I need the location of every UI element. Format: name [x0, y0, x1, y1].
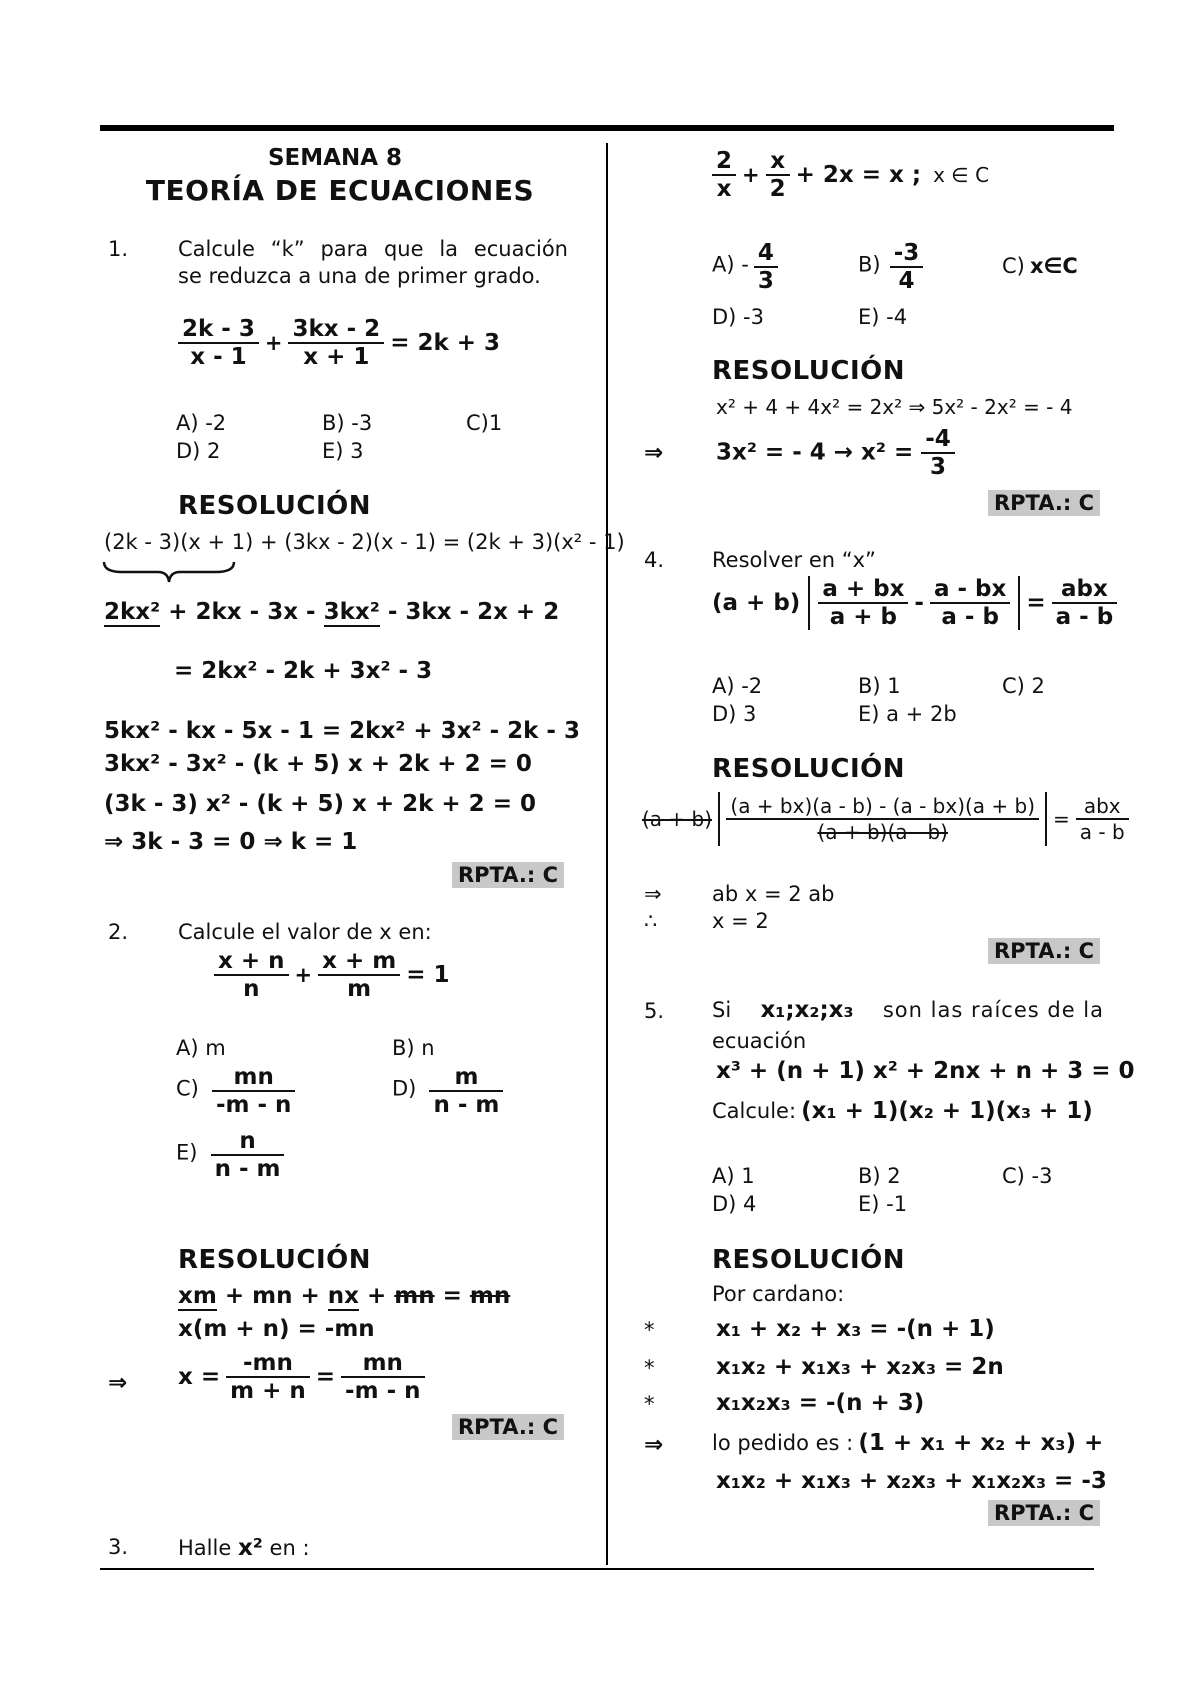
p1-res-line-3: = 2kx² - 2k + 3x² - 3 — [174, 658, 433, 684]
p1-option-d: D) 2 — [176, 439, 221, 463]
p2-e-den: n - m — [214, 1156, 281, 1182]
p5-text-rest: son las raíces de la — [882, 998, 1104, 1022]
problem-2-text: Calcule el valor de x en: — [178, 920, 432, 944]
p4-res-rd: a - b — [1079, 820, 1125, 844]
p2-res-3-n2: mn — [341, 1350, 424, 1378]
p5-option-e: E) -1 — [858, 1192, 908, 1216]
p5-calcule-expr: (x₁ + 1)(x₂ + 1)(x₃ + 1) — [801, 1098, 1093, 1124]
p1-res-line-5: 3kx² - 3x² - (k + 5) x + 2k + 2 = 0 — [104, 751, 532, 777]
p5-res-star-3: * — [644, 1392, 655, 1416]
p1-option-a: A) -2 — [176, 411, 227, 435]
p3-res-arrow: ⇒ — [644, 440, 664, 466]
p1-res-line-2a: 2kx² — [104, 599, 161, 625]
p5-option-c: C) -3 — [1002, 1164, 1053, 1188]
p5-resolucion-heading: RESOLUCIÓN — [712, 1245, 905, 1275]
p2-option-c — [176, 1064, 295, 1118]
p5-calcule-label: Calcule: — [712, 1099, 797, 1123]
p2-option-e — [176, 1128, 284, 1182]
eq4-pre: (a + b) — [712, 590, 801, 616]
problem-1-equation — [178, 316, 506, 370]
p5-res-star-1: * — [644, 1318, 655, 1342]
bottom-rule — [100, 1568, 1094, 1570]
p5-roots: x₁;x₂;x₃ — [760, 997, 854, 1023]
p3-b-den: 4 — [898, 268, 915, 294]
underbrace — [102, 560, 236, 586]
p5-option-a: A) 1 — [712, 1164, 755, 1188]
p5-answer-badge: RPTA.: C — [988, 1500, 1100, 1526]
p5-res-4a: lo pedido es : — [712, 1431, 854, 1455]
p3-b-num: -3 — [890, 240, 924, 268]
p3-a-num: 4 — [754, 240, 778, 268]
p5-res-line-2: x₁x₂ + x₁x₃ + x₂x₃ = 2n — [716, 1354, 1004, 1380]
p2-res-3-d1: m + n — [230, 1378, 306, 1404]
p2-res-1e: mn — [394, 1283, 435, 1309]
p2-res-1a: xm — [178, 1283, 217, 1309]
eq1-num-2: 3kx - 2 — [288, 316, 384, 344]
eq1-plus: + — [264, 331, 283, 355]
problem-3-x2: x² — [237, 1535, 263, 1561]
problem-4-equation — [712, 576, 1117, 630]
p4-answer-badge: RPTA.: C — [988, 938, 1100, 964]
p2-option-d — [392, 1064, 503, 1118]
p5-option-b: B) 2 — [858, 1164, 901, 1188]
p2-res-line-1 — [178, 1283, 510, 1309]
p2-res-3a: x = — [178, 1364, 221, 1390]
p3-option-b — [858, 240, 923, 294]
p4-option-b: B) 1 — [858, 674, 901, 698]
eq4-num-2: a - bx — [930, 576, 1010, 604]
p1-resolucion-heading: RESOLUCIÓN — [178, 491, 371, 521]
problem-1-text-line-1: Calcule “k” para que la ecuación — [178, 237, 568, 261]
p3-res-2a: 3x² = - 4 → x² = — [716, 439, 914, 466]
p2-res-1b: + mn + — [216, 1283, 328, 1309]
problem-4-number: 4. — [644, 548, 665, 572]
problem-3-text-halle: Halle — [178, 1536, 232, 1560]
problem-3-equation — [712, 148, 995, 202]
p5-res-line-5: x₁x₂ + x₁x₃ + x₂x₃ + x₁x₂x₃ = -3 — [716, 1468, 1107, 1494]
p1-res-line-2c: 3kx² — [323, 599, 380, 625]
eq3-num-1: 2 — [712, 148, 736, 176]
eq2-plus: + — [294, 963, 313, 987]
eq3-den-1: x — [716, 176, 732, 202]
problem-5-number: 5. — [644, 999, 665, 1023]
p2-res-arrow: ⇒ — [108, 1370, 128, 1396]
eq2-num-2: x + m — [318, 948, 400, 976]
eq1-den-2: x + 1 — [303, 344, 370, 370]
eq4-den-3: a - b — [1055, 604, 1114, 630]
p4-res-line-2: ab x = 2 ab — [712, 882, 835, 906]
eq3-rest: + 2x = x ; — [795, 162, 922, 188]
week-label: SEMANA 8 — [267, 145, 403, 171]
p2-option-c-label: C) — [176, 1076, 199, 1101]
p2-res-1f: = — [434, 1283, 470, 1309]
p5-res-line-1: x₁ + x₂ + x₃ = -(n + 1) — [716, 1316, 995, 1342]
problem-2-number: 2. — [108, 920, 129, 944]
column-divider — [606, 143, 608, 1565]
p3-option-d: D) -3 — [712, 305, 764, 329]
p2-option-b: B) n — [392, 1036, 435, 1060]
p3-res-2-den: 3 — [930, 454, 947, 480]
eq4-num-1: a + bx — [818, 576, 908, 604]
p5-res-line-4 — [712, 1430, 1103, 1456]
p2-res-3-eq: = — [315, 1364, 336, 1390]
p2-res-line-3 — [178, 1350, 425, 1404]
p4-res-line-3: x = 2 — [712, 909, 769, 933]
p2-option-d-label: D) — [392, 1076, 417, 1101]
p2-res-1c: nx — [327, 1283, 359, 1309]
p5-res-line-3: x₁x₂x₃ = -(n + 3) — [716, 1390, 925, 1416]
p2-d-num: m — [429, 1064, 503, 1092]
p3-option-c-label: C) — [1002, 254, 1025, 278]
p5-res-star-2: * — [644, 1356, 655, 1380]
eq2-den-1: n — [243, 976, 260, 1002]
p3-resolucion-heading: RESOLUCIÓN — [712, 356, 905, 386]
p2-res-1d: + — [358, 1283, 395, 1309]
eq4-equals: = — [1026, 590, 1046, 616]
p2-res-line-2: x(m + n) = -mn — [178, 1316, 375, 1342]
p5-option-d: D) 4 — [712, 1192, 757, 1216]
p2-c-num: mn — [212, 1064, 295, 1092]
problem-3-text-en: en : — [269, 1536, 310, 1560]
problem-2-equation — [214, 948, 456, 1002]
problem-4-text: Resolver en “x” — [712, 548, 876, 572]
eq3-plus: + — [742, 163, 760, 187]
problem-1-number: 1. — [108, 237, 129, 261]
top-rule — [100, 125, 1114, 131]
p2-c-den: -m - n — [215, 1092, 292, 1118]
p5-res-line-0: Por cardano: — [712, 1282, 845, 1306]
p4-res-den: (a + b)(a - b) — [817, 820, 948, 844]
p1-res-line-2 — [104, 599, 559, 625]
p5-res-4b: (1 + x₁ + x₂ + x₃) + — [858, 1430, 1104, 1456]
p1-res-line-6: (3k - 3) x² - (k + 5) x + 2k + 2 = 0 — [104, 791, 536, 817]
p2-d-den: n - m — [433, 1092, 500, 1118]
p2-res-1g: mn — [469, 1283, 511, 1309]
eq3-den-2: 2 — [769, 176, 786, 202]
p1-option-c: C)1 — [466, 411, 503, 435]
p3-option-e: E) -4 — [858, 305, 908, 329]
p3-option-a-label: A) - — [712, 252, 749, 277]
eq4-den-1: a + b — [829, 604, 897, 630]
problem-3-text — [178, 1535, 310, 1561]
eq2-den-2: m — [347, 976, 372, 1002]
p3-answer-badge: RPTA.: C — [988, 490, 1100, 516]
p4-option-c: C) 2 — [1002, 674, 1045, 698]
p4-option-d: D) 3 — [712, 702, 757, 726]
p3-option-b-label: B) — [858, 252, 881, 277]
problem-3-number: 3. — [108, 1535, 129, 1559]
p3-res-line-2 — [716, 426, 955, 480]
p1-option-e: E) 3 — [322, 439, 364, 463]
p2-res-3-d2: -m - n — [345, 1378, 421, 1404]
problem-5-equation: x³ + (n + 1) x² + 2nx + n + 3 = 0 — [716, 1058, 1135, 1084]
page-title: TEORÍA DE ECUACIONES — [145, 174, 535, 207]
p1-res-line-4: 5kx² - kx - 5x - 1 = 2kx² + 3x² - 2k - 3 — [104, 718, 580, 744]
p3-option-a — [712, 240, 778, 294]
p2-option-a: A) m — [176, 1036, 226, 1060]
p1-res-line-1: (2k - 3)(x + 1) + (3kx - 2)(x - 1) = (2k + 3)(x² - 1) — [104, 530, 625, 554]
p4-res-pre: (a + b) — [642, 807, 713, 831]
eq4-minus: - — [914, 590, 924, 616]
eq1-num-1: 2k - 3 — [178, 316, 259, 344]
eq1-den-1: x - 1 — [190, 344, 247, 370]
p1-option-b: B) -3 — [322, 411, 373, 435]
p1-res-line-2b: + 2kx - 3x - — [160, 599, 324, 625]
eq2-rhs: = 1 — [406, 962, 450, 988]
eq4-den-2: a - b — [941, 604, 999, 630]
p2-option-e-label: E) — [176, 1140, 198, 1165]
p3-option-c — [1002, 254, 1078, 278]
p4-res-therefore: ∴ — [644, 909, 658, 933]
problem-5-text-line-1 — [712, 997, 1104, 1023]
p5-res-arrow: ⇒ — [644, 1432, 664, 1458]
p2-resolucion-heading: RESOLUCIÓN — [178, 1245, 371, 1275]
p3-res-line-1: x² + 4 + 4x² = 2x² ⇒ 5x² - 2x² = - 4 — [716, 395, 1073, 419]
p2-e-num: n — [211, 1128, 285, 1156]
p3-res-2-num: -4 — [921, 426, 955, 454]
p4-res-equation — [642, 792, 1129, 846]
problem-5-calcule — [712, 1098, 1093, 1124]
problem-5-text-line-2: ecuación — [712, 1029, 807, 1053]
p4-res-rn: abx — [1076, 794, 1129, 820]
p1-answer-badge: RPTA.: C — [452, 862, 564, 888]
eq3-domain: x ∈ C — [933, 163, 990, 187]
p2-res-3-n1: -mn — [226, 1350, 310, 1378]
eq3-num-2: x — [766, 148, 790, 176]
p1-res-line-2d: - 3kx - 2x + 2 — [379, 599, 560, 625]
p4-res-num: (a + bx)(a - b) - (a - bx)(a + b) — [726, 794, 1039, 820]
p1-res-line-7: ⇒ 3k - 3 = 0 ⇒ k = 1 — [104, 829, 358, 855]
problem-1-text-line-2: se reduzca a una de primer grado. — [178, 264, 541, 288]
p4-res-arrow: ⇒ — [644, 882, 662, 906]
p3-a-den: 3 — [757, 268, 774, 294]
eq2-num-1: x + n — [214, 948, 289, 976]
eq4-num-3: abx — [1052, 576, 1118, 604]
p4-res-eq: = — [1053, 807, 1070, 831]
eq1-rhs: = 2k + 3 — [390, 330, 501, 356]
p2-answer-badge: RPTA.: C — [452, 1414, 564, 1440]
p3-c-value: x∈C — [1029, 254, 1078, 278]
p4-option-a: A) -2 — [712, 674, 763, 698]
p5-si: Si — [712, 998, 732, 1022]
p4-option-e: E) a + 2b — [858, 702, 957, 726]
p4-resolucion-heading: RESOLUCIÓN — [712, 754, 905, 784]
